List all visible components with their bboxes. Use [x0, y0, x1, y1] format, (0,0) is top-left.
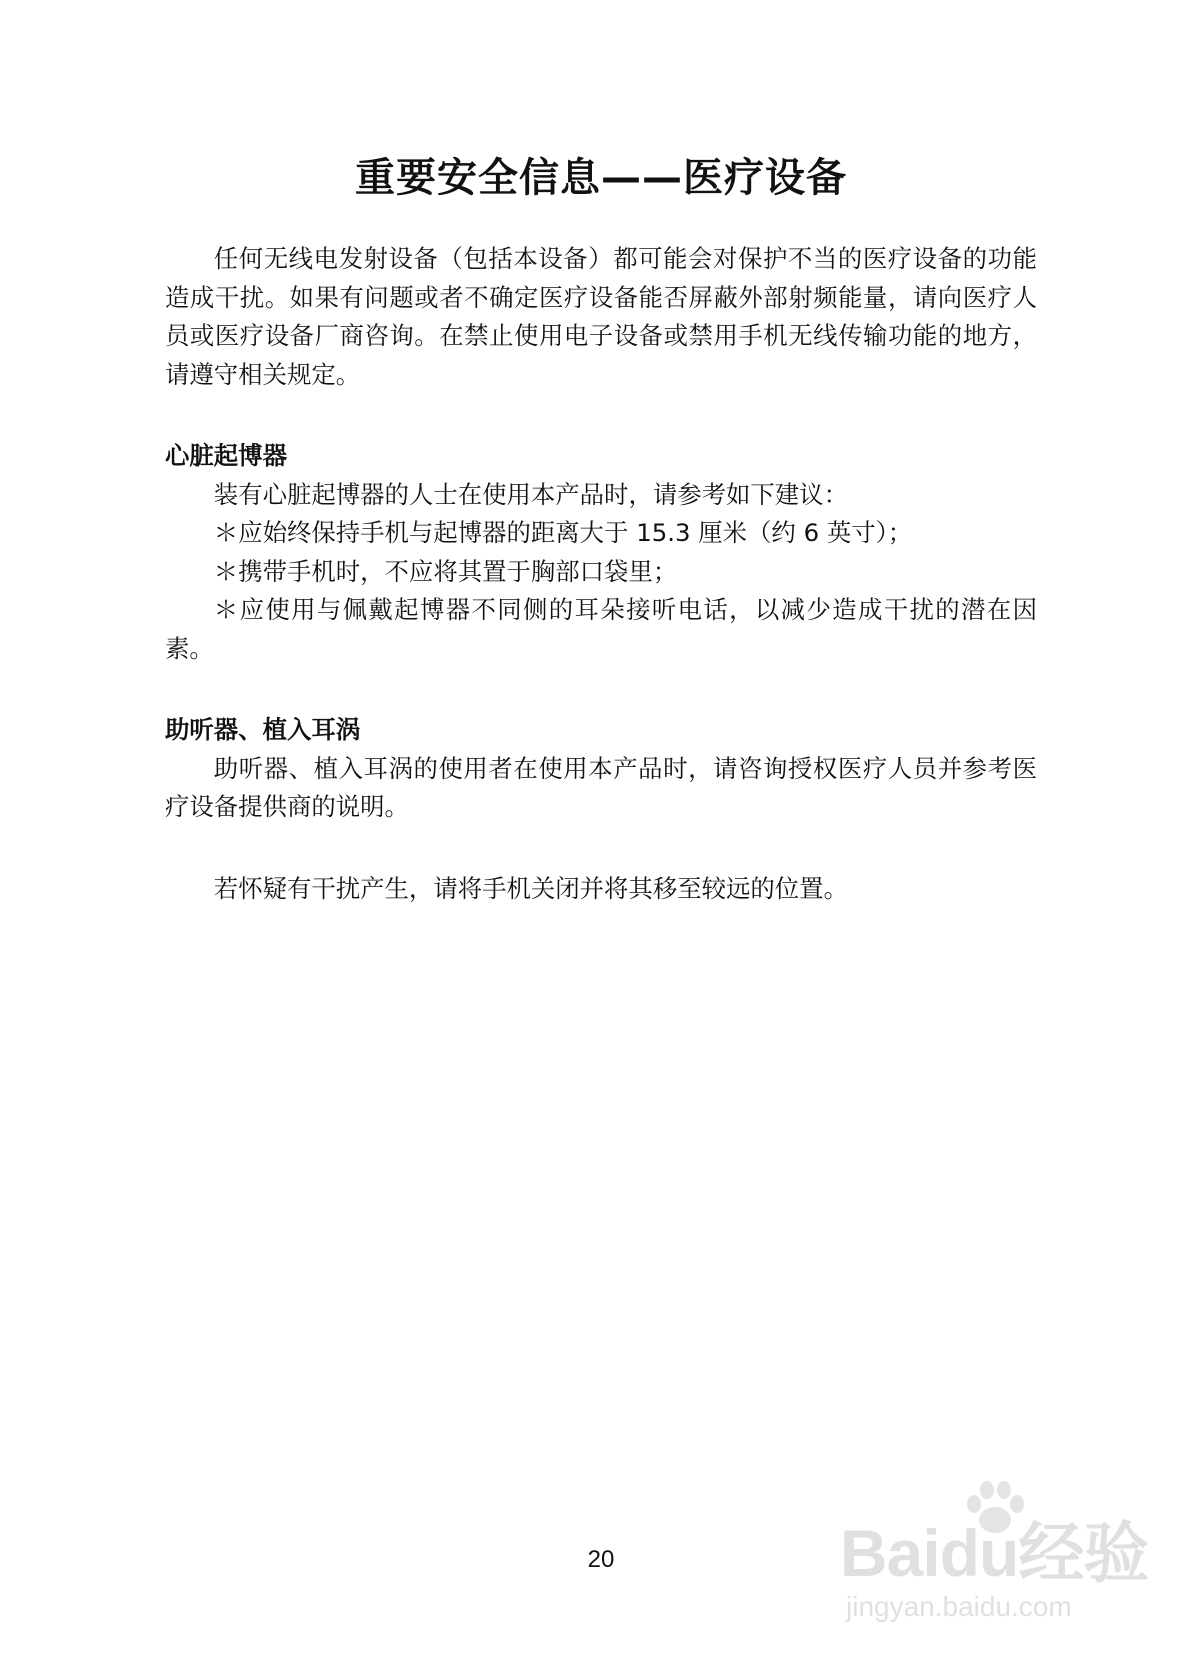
document-body: [165, 240, 1037, 908]
hearing-aid-heading: 助听器、植入耳涡: [165, 715, 361, 744]
pacemaker-item: ＊应始终保持手机与起博器的距离大于 15.3 厘米（约 6 英寸）；: [213, 518, 913, 547]
pacemaker-item: ＊应使用与佩戴起博器不同侧的耳朵接听电话，以减少造成干扰的潜在因素。: [165, 595, 1037, 663]
hearing-aid-section: [165, 711, 1037, 827]
page-title: 重要安全信息——医疗设备: [355, 155, 847, 201]
pacemaker-heading: 心脏起博器: [165, 441, 287, 470]
pacemaker-item: ＊携带手机时，不应将其置于胸部口袋里；: [213, 556, 678, 586]
watermark-logo-text: Baidu经验: [840, 1516, 1149, 1590]
pacemaker-lead: 装有心脏起博器的人士在使用本产品时，请参考如下建议：: [213, 479, 848, 509]
hearing-aid-text: 助听器、植入耳涡的使用者在使用本产品时，请咨询授权医疗人员并参考医疗设备提供商的说明。: [165, 753, 1037, 821]
pacemaker-section: [165, 437, 1037, 668]
page-number: 20: [587, 1546, 615, 1573]
baidu-watermark: [840, 1478, 1150, 1638]
closing-paragraph: 若怀疑有干扰产生，请将手机关闭并将其移至较远的位置。: [213, 873, 848, 903]
intro-paragraph: 任何无线电发射设备（包括本设备）都可能会对保护不当的医疗设备的功能造成干扰。如果有问题或者不确定医疗设备能否屏蔽外部射频能量，请向医疗人员或医疗设备厂商咨询。在禁止使用电子设备或禁用手机无线传输功能的地方，请遵守相关规定。: [165, 244, 1037, 389]
watermark-url: jingyan.baidu.com: [846, 1591, 1072, 1622]
